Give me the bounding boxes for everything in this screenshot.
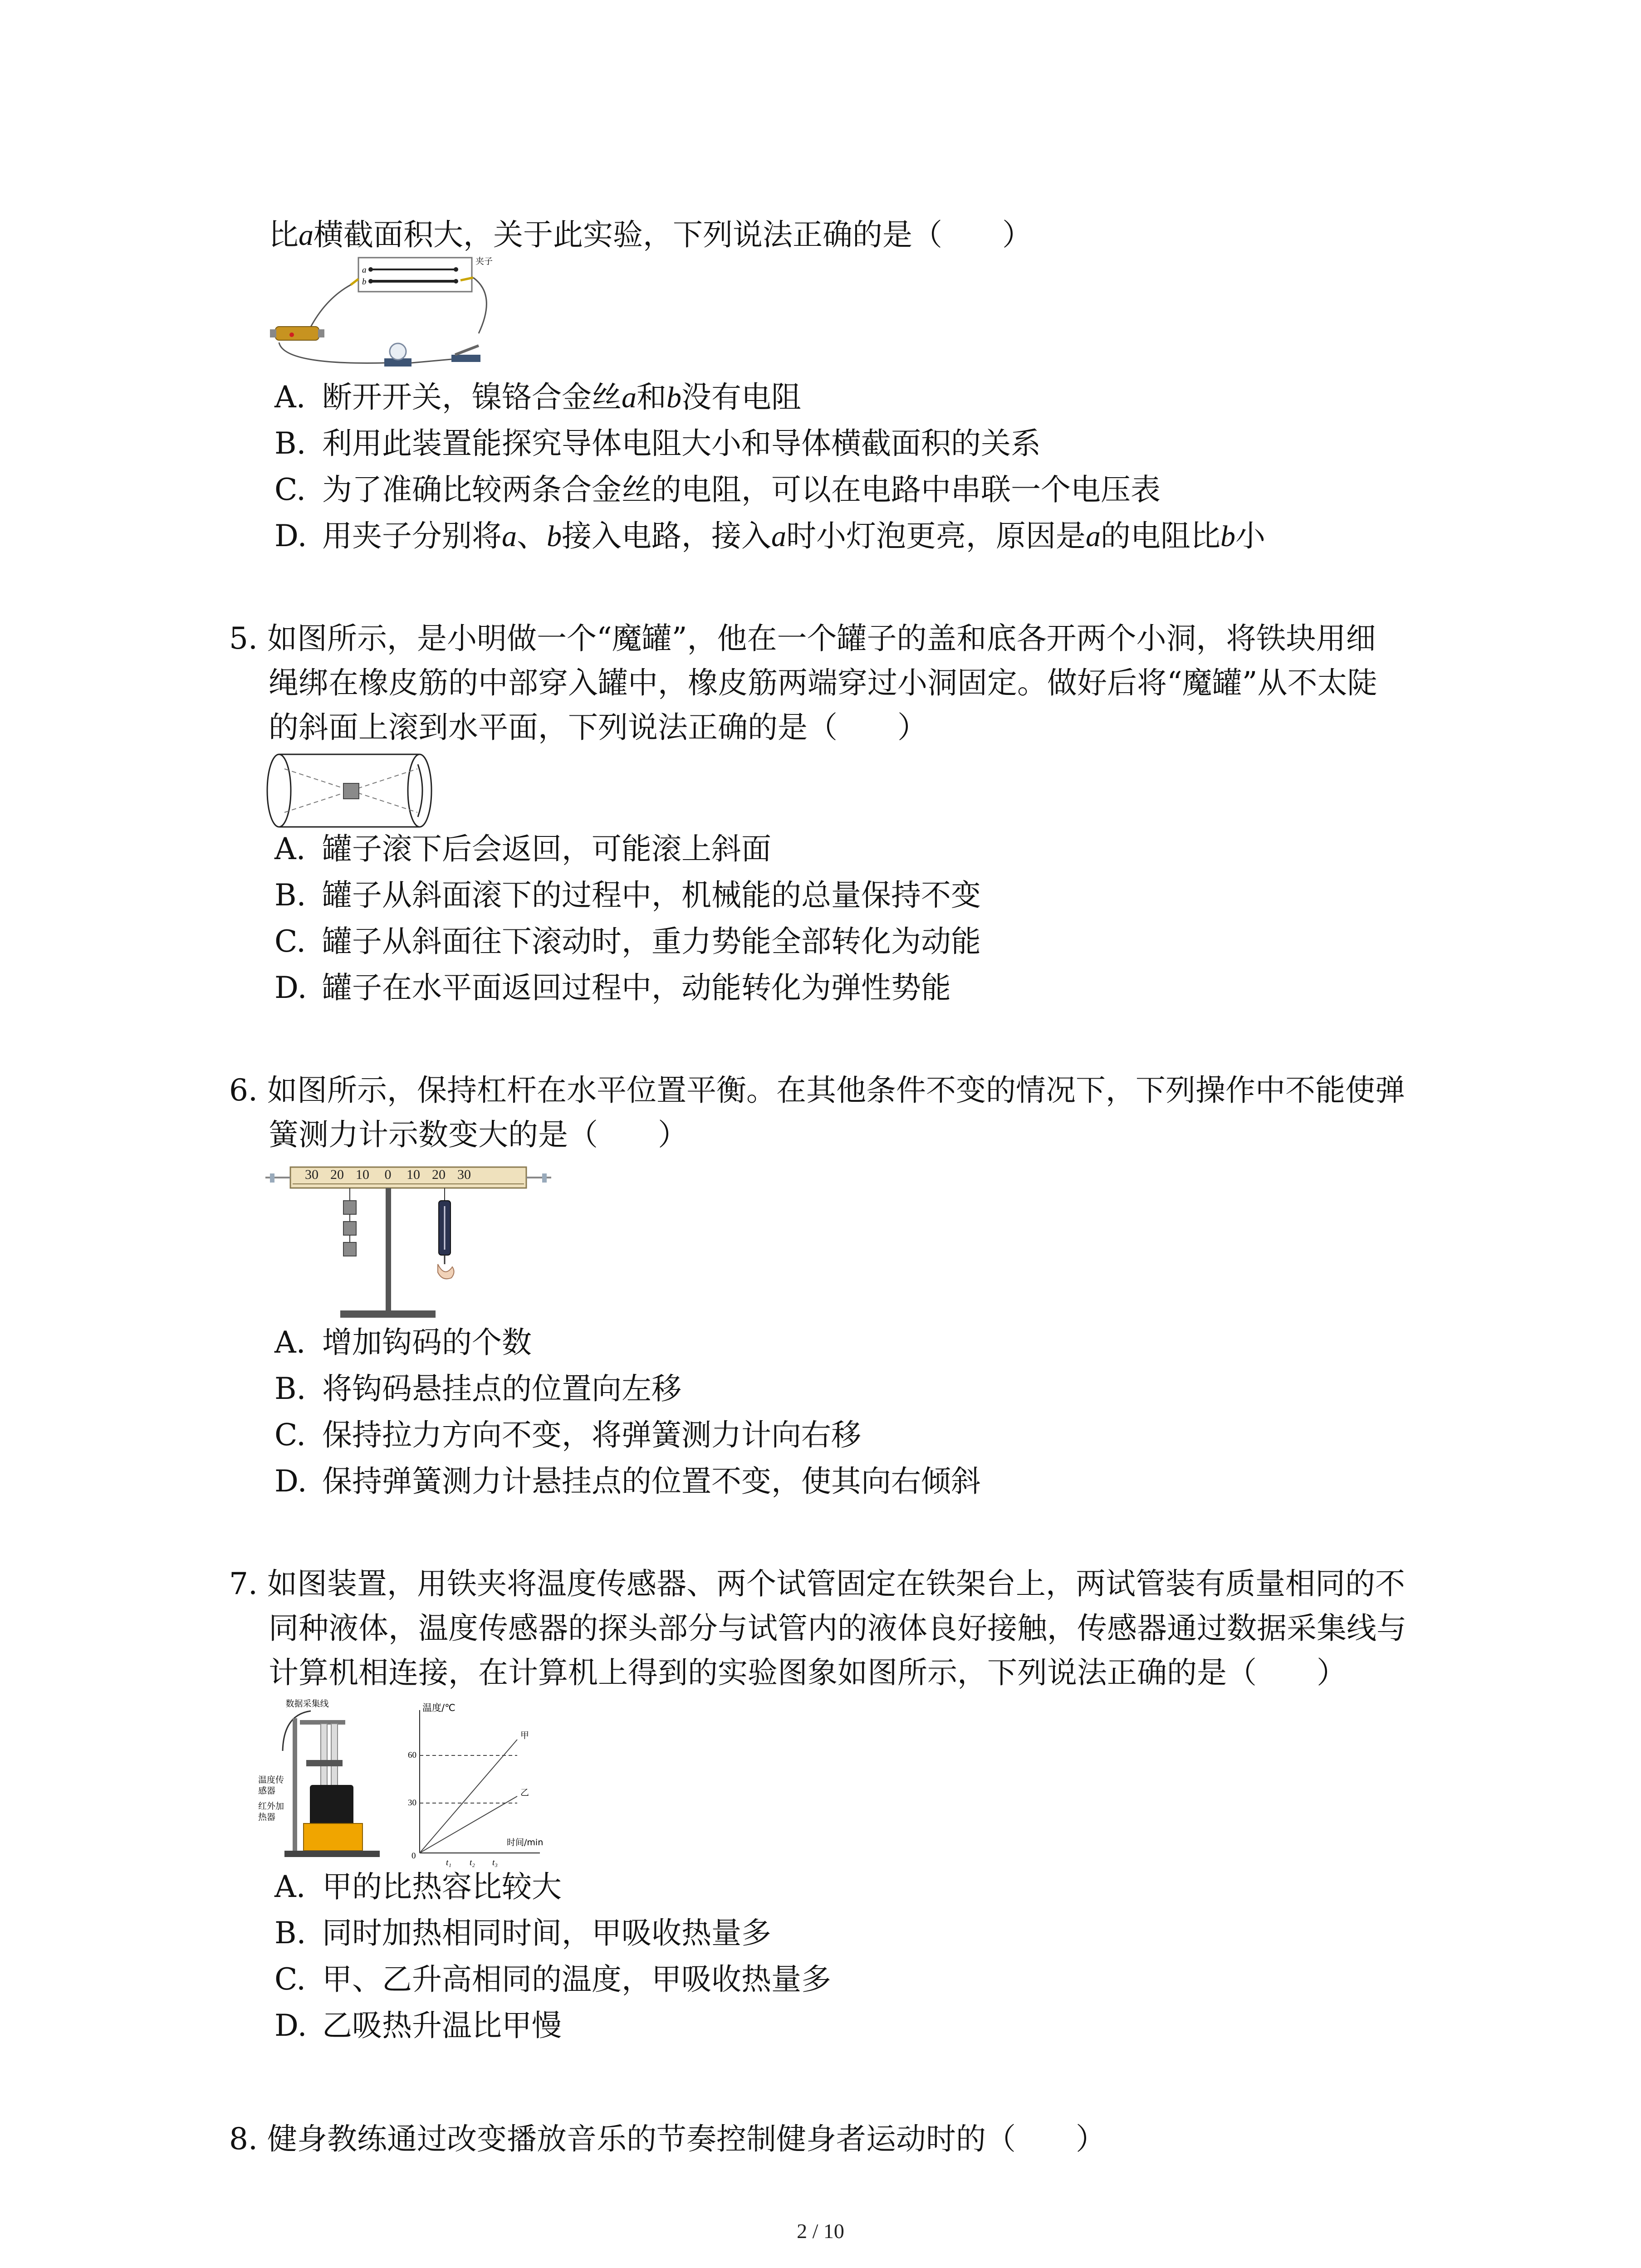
sensor-label-1: 温度传: [258, 1775, 284, 1785]
x-axis-label: 时间/min: [507, 1838, 544, 1848]
sensor-label-2: 感器: [258, 1786, 276, 1796]
q5-option-b[interactable]: B. 罐子从斜面滚下的过程中，机械能的总量保持不变: [274, 878, 981, 913]
series-line-yi: [420, 1796, 517, 1853]
wire-b-label: b: [362, 277, 367, 287]
y-tick-60: 60: [408, 1750, 416, 1760]
scale-tick-1: 30: [305, 1167, 318, 1182]
q7-option-a[interactable]: A. 甲的比热容比较大: [274, 1869, 562, 1904]
q7-apparatus-figure: [256, 1696, 392, 1869]
q4-circuit-figure: [265, 254, 501, 376]
q7-option-d[interactable]: D. 乙吸热升温比甲慢: [274, 2008, 562, 2043]
scale-tick-3: 10: [356, 1167, 369, 1182]
origin-label: 0: [411, 1851, 416, 1861]
page-number: 2 / 10: [797, 2219, 844, 2243]
q7-option-c[interactable]: C. 甲、乙升高相同的温度，甲吸收热量多: [274, 1962, 831, 1997]
q5-stem-line-3: 的斜面上滚到水平面，下列说法正确的是（ ）: [269, 710, 927, 745]
heater-label-1: 红外加: [258, 1801, 284, 1811]
q5-option-c[interactable]: C. 罐子从斜面往下滚动时，重力势能全部转化为动能: [274, 924, 981, 959]
series-line-jia: [420, 1740, 517, 1853]
series-label-yi: 乙: [520, 1788, 529, 1798]
q6-option-b[interactable]: B. 将钩码悬挂点的位置向左移: [274, 1371, 681, 1406]
q6-option-c[interactable]: C. 保持拉力方向不变，将弹簧测力计向右移: [274, 1418, 861, 1452]
scale-tick-5: 10: [407, 1167, 420, 1182]
q5-option-d[interactable]: D. 罐子在水平面返回过程中，动能转化为弹性势能: [274, 970, 951, 1005]
q5-magic-can-figure: [265, 751, 438, 832]
q7-stem-line-3: 计算机相连接，在计算机上得到的实验图象如图所示，下列说法正确的是（ ）: [269, 1655, 1347, 1690]
q5-option-a[interactable]: A. 罐子滚下后会返回，可能滚上斜面: [274, 831, 771, 866]
q7-stem-line-1: 7. 如图装置，用铁夹将温度传感器、两个试管固定在铁架台上，两试管装有质量相同的不: [229, 1566, 1405, 1601]
q8-stem: 8. 健身教练通过改变播放音乐的节奏控制健身者运动时的（ ）: [229, 2121, 1106, 2156]
scale-tick-2: 20: [330, 1167, 344, 1182]
scale-tick-4: 0: [384, 1167, 392, 1182]
x-tick-t1: t₁: [446, 1858, 451, 1867]
clip-label: 夹子: [475, 256, 493, 266]
q4-option-a[interactable]: A. 断开开关，镍铬合金丝a和b没有电阻: [274, 380, 801, 415]
q4-option-b[interactable]: B. 利用此装置能探究导体电阻大小和导体横截面积的关系: [274, 426, 1041, 461]
x-tick-t3: t₃: [492, 1858, 498, 1867]
q7-option-b[interactable]: B. 同时加热相同时间，甲吸收热量多: [274, 1916, 771, 1950]
q6-stem-line-2: 簧测力计示数变大的是（ ）: [269, 1117, 688, 1152]
wire-a-label: a: [362, 265, 367, 275]
y-axis-label: 温度/℃: [422, 1702, 456, 1713]
q4-option-c[interactable]: C. 为了准确比较两条合金丝的电阻，可以在电路中串联一个电压表: [274, 472, 1161, 507]
series-label-jia: 甲: [520, 1730, 529, 1740]
q7-temperature-chart: [402, 1701, 551, 1873]
y-tick-30: 30: [408, 1798, 416, 1808]
q5-stem-line-1: 5. 如图所示，是小明做一个“魔罐”，他在一个罐子的盖和底各开两个小洞，将铁块用细: [229, 621, 1376, 656]
q6-option-d[interactable]: D. 保持弹簧测力计悬挂点的位置不变，使其向右倾斜: [274, 1464, 981, 1499]
heater-label-2: 热器: [258, 1812, 276, 1822]
scale-tick-6: 20: [432, 1167, 446, 1182]
q4-option-d[interactable]: D. 用夹子分别将a、b接入电路，接入a时小灯泡更亮，原因是a的电阻比b小: [274, 518, 1265, 553]
q4-stem: 比a横截面积大，关于此实验，下列说法正确的是（ ）: [269, 217, 1032, 252]
x-tick-t2: t₂: [470, 1858, 475, 1867]
q6-option-a[interactable]: A. 增加钩码的个数: [274, 1325, 532, 1360]
q7-stem-line-2: 同种液体，温度传感器的探头部分与试管内的液体良好接触，传感器通过数据采集线与: [269, 1611, 1406, 1646]
cable-label: 数据采集线: [285, 1699, 329, 1709]
scale-tick-7: 30: [457, 1167, 471, 1182]
q6-stem-line-1: 6. 如图所示，保持杠杆在水平位置平衡。在其他条件不变的情况下，下列操作中不能使弹: [229, 1073, 1405, 1108]
q5-stem-line-2: 绳绑在橡皮筋的中部穿入罐中，橡皮筋两端穿过小洞固定。做好后将“魔罐”从不太陡: [269, 665, 1377, 700]
q6-lever-figure: [265, 1159, 556, 1327]
